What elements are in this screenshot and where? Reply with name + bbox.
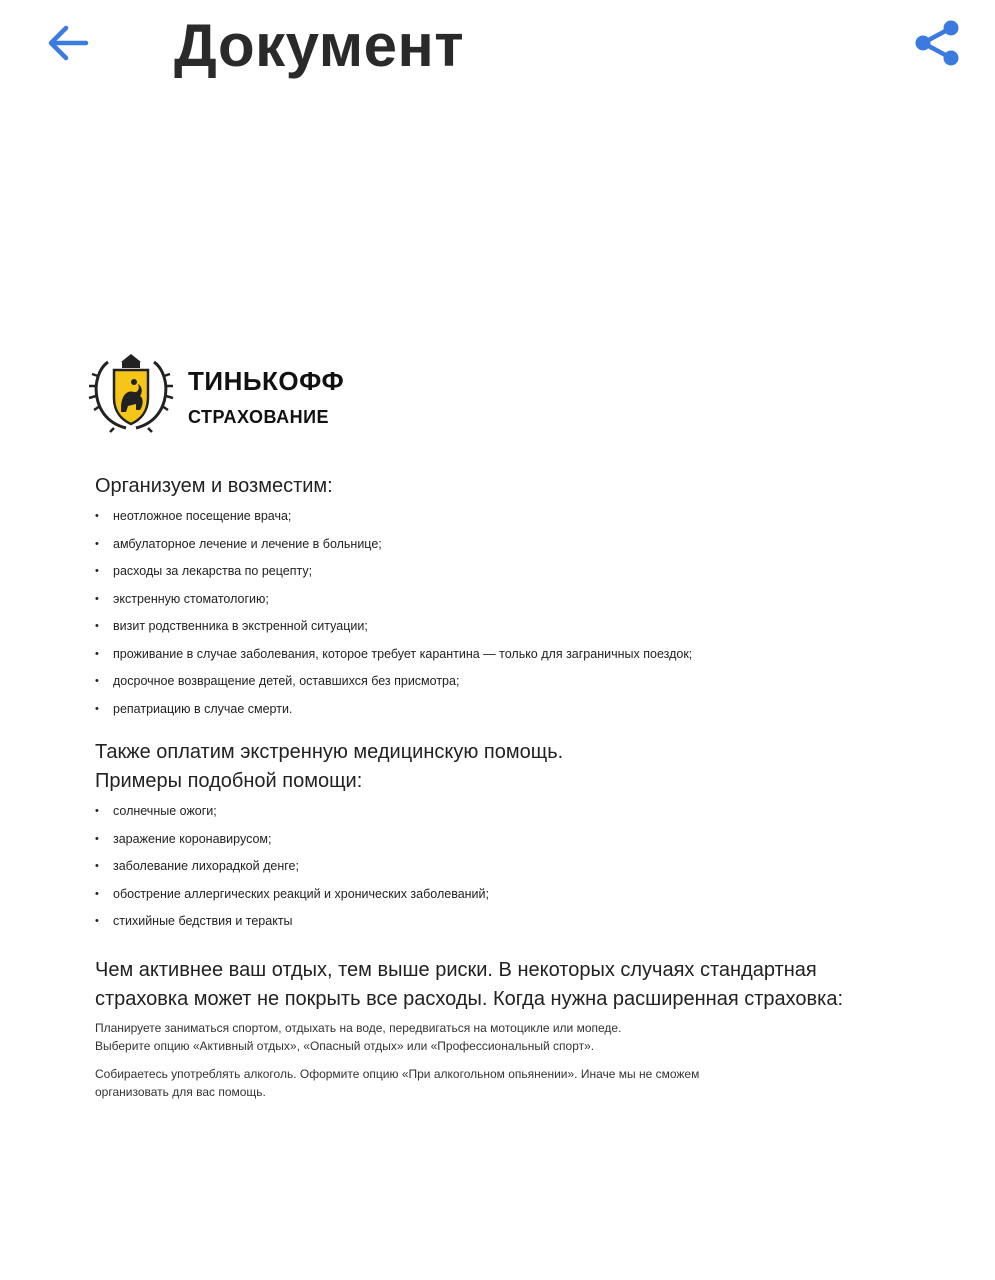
section-1-list [95,508,692,728]
arrow-left-icon [46,23,90,63]
page-title: Документ [174,12,465,79]
list-item: • проживание в случае заболевания, которое требует карантина — только для заграничных поездок; [95,646,692,674]
back-button[interactable] [40,18,96,68]
list-item: • неотложное посещение врача; [95,508,692,536]
section-2-list [95,803,489,941]
brand-subtitle: СТРАХОВАНИЕ [188,407,330,427]
list-item: • экстренную стоматологию; [95,591,692,619]
list-item: • досрочное возвращение детей, оставшихся без присмотра; [95,673,692,701]
list-item: • заражение коронавирусом; [95,831,489,859]
list-item: • визит родственника в экстренной ситуации; [95,618,692,646]
brand-name: ТИНЬКОФФ [188,366,345,396]
list-item: • репатриацию в случае смерти. [95,701,692,729]
share-icon [912,18,962,68]
app-bar [0,0,995,100]
section-2-heading-line-2: Примеры подобной помощи: [95,770,363,792]
list-item: • солнечные ожоги; [95,803,489,831]
paragraph-active-rest-line-2: Выберите опцию «Активный отдых», «Опасный отдых» или «Профессиональный спорт». [95,1039,595,1053]
list-item: • заболевание лихорадкой денге; [95,858,489,886]
share-button[interactable] [908,16,966,70]
paragraph-alcohol-line-2: организовать для вас помощь. [95,1085,266,1099]
paragraph-alcohol-line-1: Собираетесь употреблять алкоголь. Оформите опцию «При алкогольном опьянении». Иначе мы не сможем [95,1067,700,1081]
list-item: • стихийные бедствия и теракты [95,913,489,941]
list-item: • амбулаторное лечение и лечение в больнице; [95,536,692,564]
paragraph-active-rest-line-1: Планируете заниматься спортом, отдыхать на воде, передвигаться на мотоцикле или мопеде. [95,1021,622,1035]
section-1-heading: Организуем и возместим: [95,475,333,497]
section-3-heading-line-2: страховка может не покрыть все расходы. Когда нужна расширенная страховка: [95,988,844,1010]
section-2-heading-line-1: Также оплатим экстренную медицинскую помощь. [95,741,564,763]
section-3-heading-line-1: Чем активнее ваш отдых, тем выше риски. В некоторых случаях стандартная [95,959,817,981]
list-item: • обострение аллергических реакций и хронических заболеваний; [95,886,489,914]
list-item: • расходы за лекарства по рецепту; [95,563,692,591]
tinkoff-emblem-icon [88,350,174,434]
